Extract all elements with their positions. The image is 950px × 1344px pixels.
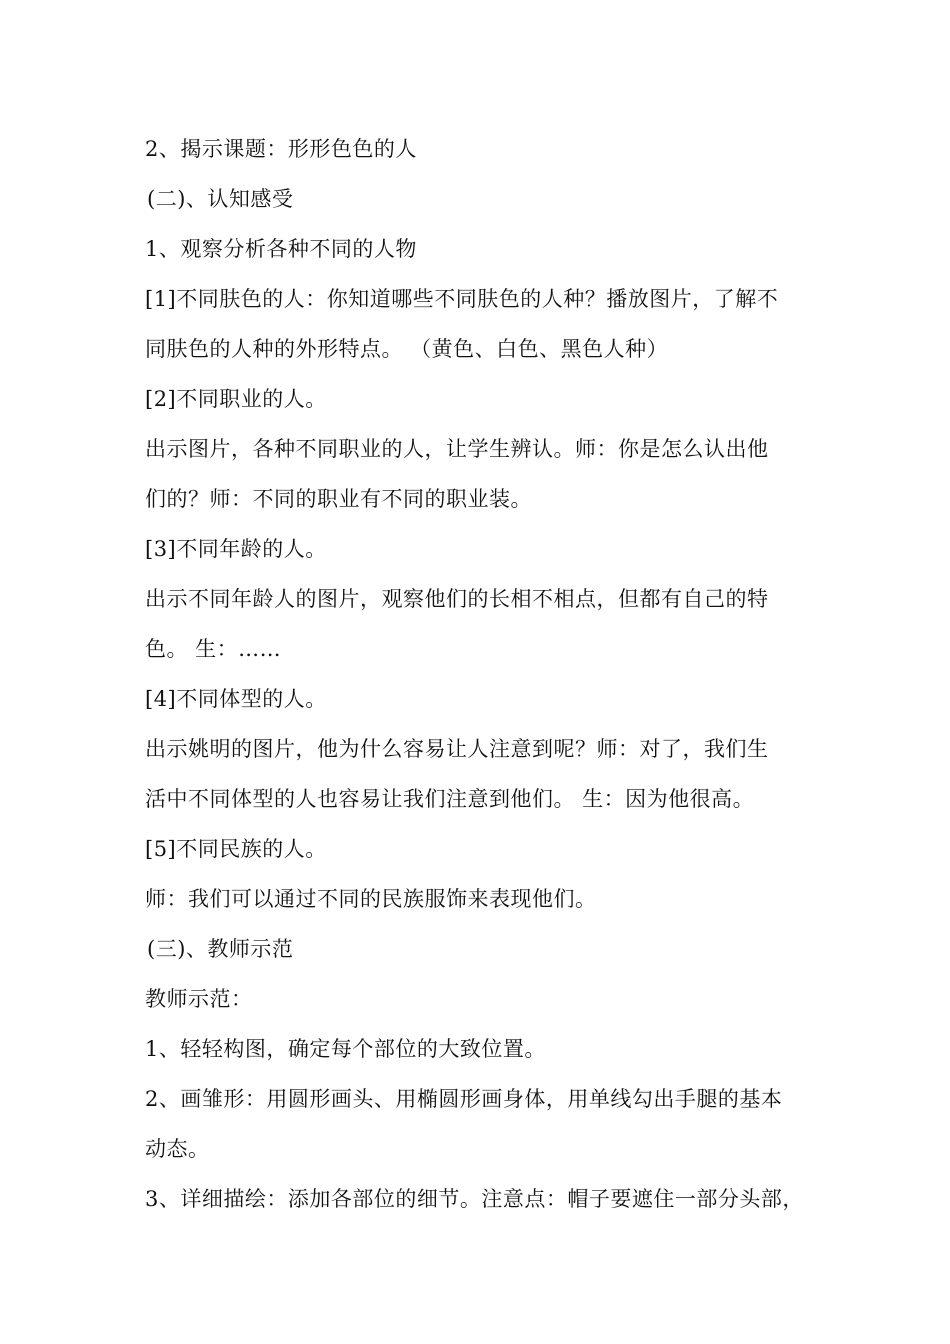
- text-line: 2、画雏形：用圆形画头、用椭圆形画身体，用单线勾出手腿的基本: [145, 1087, 783, 1111]
- text-line: 出示图片，各种不同职业的人，让学生辨认。师：你是怎么认出他: [145, 437, 769, 461]
- text-line: 1、轻轻构图，确定每个部位的大致位置。: [145, 1037, 546, 1061]
- text-line: [1]不同肤色的人：你知道哪些不同肤色的人种？播放图片，了解不: [145, 287, 779, 311]
- section-heading: (二)、认知感受: [147, 187, 294, 211]
- text-line: 2、揭示课题：形形色色的人: [145, 137, 417, 161]
- text-line: 师：我们可以通过不同的民族服饰来表现他们。: [145, 887, 597, 911]
- text-line: 教师示范：: [145, 987, 253, 1011]
- section-heading: (三)、教师示范: [147, 937, 294, 961]
- text-line: 动态。: [145, 1137, 210, 1161]
- text-line: 出示不同年龄人的图片，观察他们的长相不相点，但都有自己的特: [145, 587, 769, 611]
- text-line: 1、观察分析各种不同的人物: [145, 237, 417, 261]
- text-line: 活中不同体型的人也容易让我们注意到他们。 生：因为他很高。: [145, 787, 755, 811]
- text-line: 出示姚明的图片，他为什么容易让人注意到呢？师：对了，我们生: [145, 737, 769, 761]
- text-line: [2]不同职业的人。: [145, 387, 327, 411]
- text-line: 们的？师：不同的职业有不同的职业装。: [145, 487, 532, 511]
- text-line: 同肤色的人种的外形特点。 （黄色、白色、黑色人种）: [145, 337, 669, 361]
- text-line: [3]不同年龄的人。: [145, 537, 327, 561]
- text-line: 色。 生：……: [145, 637, 282, 661]
- text-line: [4]不同体型的人。: [145, 687, 327, 711]
- text-line: [5]不同民族的人。: [145, 837, 327, 861]
- text-line: 3、详细描绘：添加各部位的细节。注意点：帽子要遮住一部分头部，: [145, 1187, 804, 1211]
